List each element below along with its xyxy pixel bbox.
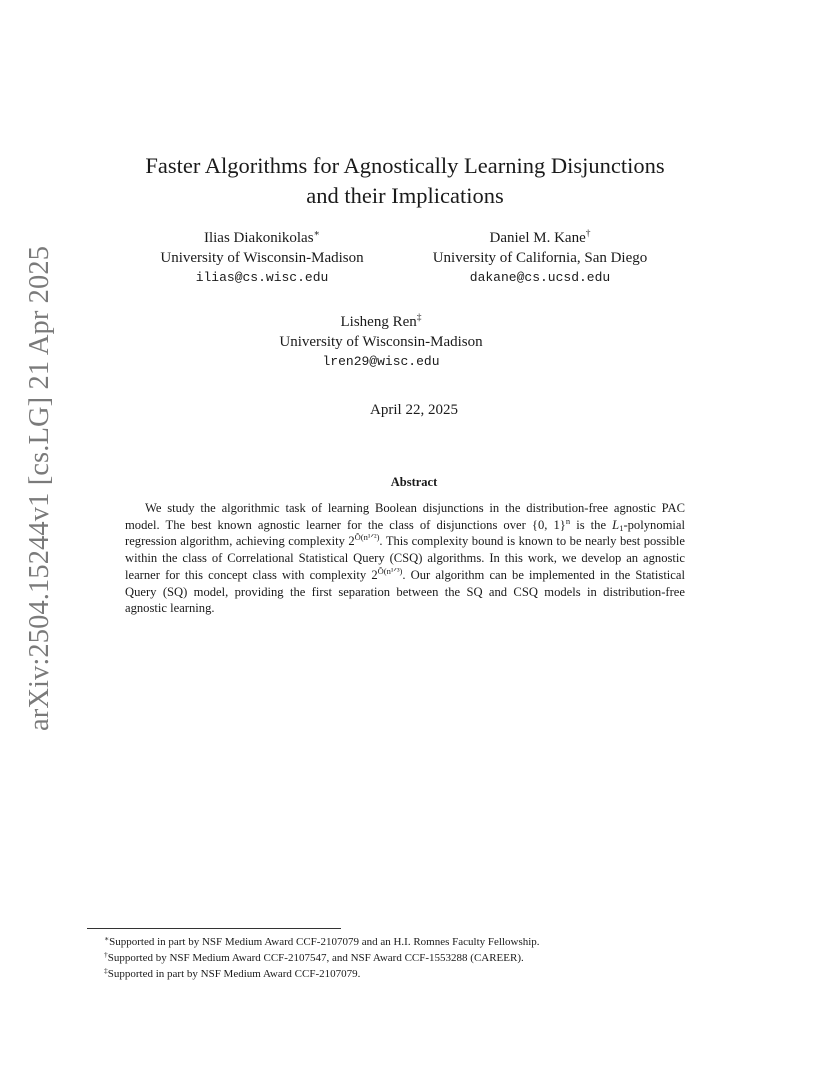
author-affiliation: University of California, San Diego (432, 249, 648, 266)
abstract-heading: Abstract (390, 475, 438, 489)
author-name: Daniel M. Kane (489, 230, 586, 246)
abstract-text-part: is the (570, 517, 613, 532)
author-footnote-mark: ‡ (416, 313, 422, 323)
abstract-text-part: . Our algorithm can be implemented in the Statistical Query (SQ) model, providing the first separation between the SQ and CSQ models in distribution-free agnostic learning. (125, 567, 685, 616)
author-name-line (400, 229, 680, 249)
author-email[interactable]: dakane@cs.ucsd.edu (469, 270, 611, 285)
abstract-complexity-exponent-1: Õ(n¹ᐟ²) (354, 532, 380, 543)
abstract-text-part: . This complexity bound is known to be nearly best possible within the class of Correlational Statistical Query (CSQ) algorithms. In this work, we develop an agnostic learner for this concept class with complexity 2 (125, 534, 685, 582)
abstract-exponent-n: n (565, 515, 571, 526)
footnote-mark: ‡ (104, 966, 108, 975)
paper-title-line-2: and their Implications (306, 183, 504, 208)
author-name: Ilias Diakonikolas (203, 230, 314, 246)
author-name-line (132, 229, 392, 249)
footnote-mark: † (104, 950, 108, 959)
author-block-kane (400, 229, 680, 288)
footnotes (104, 934, 724, 982)
footnote-text: Supported in part by NSF Medium Award CCF-2107079 and an H.I. Romnes Faculty Fellowship. (109, 936, 540, 948)
author-email[interactable]: ilias@cs.wisc.edu (195, 270, 329, 285)
author-block-diakonikolas (132, 229, 392, 288)
footnote-text: Supported in part by NSF Medium Award CCF-2107079. (107, 968, 361, 980)
author-block-ren (246, 313, 516, 372)
abstract-text-part: We study the algorithmic task of learning Boolean disjunctions in the distribution-free agnostic PAC model. The best known agnostic learner for the class of disjunctions over {0, 1} (125, 501, 685, 532)
publication-date: April 22, 2025 (370, 402, 458, 418)
footnote-item (104, 934, 724, 950)
abstract-text-part: -polynomial regression algorithm, achieving complexity 2 (125, 517, 685, 549)
author-footnote-mark: † (585, 229, 591, 239)
author-email[interactable]: lren29@wisc.edu (322, 354, 440, 369)
footnote-item (104, 966, 724, 982)
abstract-body (125, 500, 685, 617)
author-name: Lisheng Ren (340, 314, 417, 330)
arxiv-identifier-stamp (20, 245, 56, 731)
paper-title-line-1: Faster Algorithms for Agnostically Learning Disjunctions (145, 153, 665, 178)
abstract-complexity-exponent-2: Õ(n¹ᐟ³) (377, 565, 403, 576)
footnote-mark: ∗ (104, 934, 110, 943)
footnote-divider (87, 928, 341, 929)
author-name-line (246, 313, 516, 333)
footnote-text: Supported by NSF Medium Award CCF-2107547, and NSF Award CCF-1553288 (CAREER). (107, 952, 524, 964)
author-footnote-mark: ∗ (313, 229, 321, 239)
footnote-item (104, 950, 724, 966)
abstract-subscript-1: 1 (619, 522, 624, 533)
author-affiliation: University of Wisconsin-Madison (279, 333, 483, 350)
arxiv-identifier-text: arXiv:2504.15244v1 [cs.LG] 21 Apr 2025 (24, 245, 55, 731)
author-affiliation: University of Wisconsin-Madison (160, 249, 364, 266)
abstract-math-L: L (612, 517, 620, 532)
paper-title (100, 151, 710, 211)
